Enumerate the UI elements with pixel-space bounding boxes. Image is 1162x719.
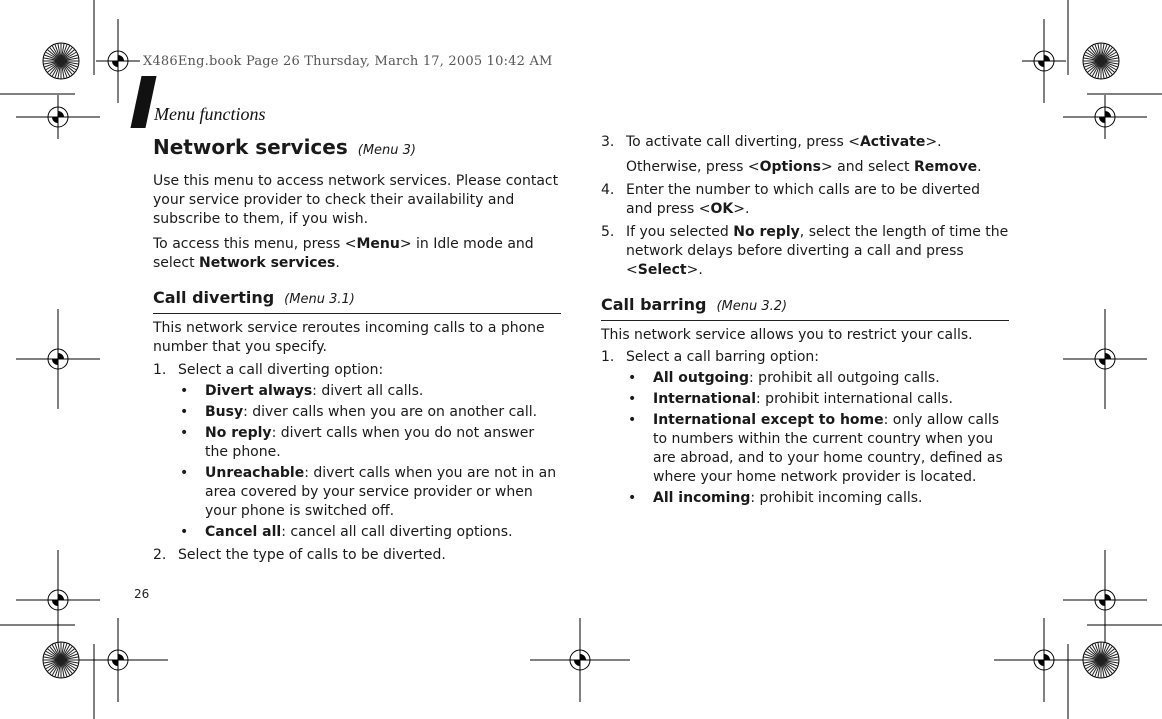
registration-mark-fill [1099, 594, 1111, 606]
barring-option: • All outgoing: prohibit all outgoing calls. [628, 370, 940, 386]
registration-mark-fill [1038, 654, 1050, 666]
diverting-step-1: 1. Select a call diverting option: [153, 362, 384, 378]
barring-intro: This network service allows you to restrict your calls. [601, 327, 973, 343]
diverting-step-4: 4. Enter the number to which calls are to be diverted and press <OK>. [601, 182, 981, 217]
barring-option: • All incoming: prohibit incoming calls. [628, 490, 923, 506]
barring-title: Call barring (Menu 3.2) [601, 294, 1009, 321]
diverting-option: • Unreachable: divert calls when you are not in an area covered by your service provider or when your phone is switched off. [180, 465, 557, 519]
diverting-title: Call diverting (Menu 3.1) [153, 287, 561, 314]
diverting-option: • Cancel all: cancel all call diverting options. [180, 524, 513, 540]
registration-mark-fill [112, 654, 124, 666]
diverting-step-2: 2. Select the type of calls to be diverted. [153, 547, 446, 563]
diverting-step-5: 5. If you selected No reply, select the length of time the network delays before diverting a call and press <Select>. [601, 224, 1009, 278]
registration-mark-fill [574, 654, 586, 666]
registration-mark-fill [52, 111, 64, 123]
slug-line: X486Eng.book Page 26 Thursday, March 17, 2005 10:42 AM [143, 54, 553, 69]
section-title-text: Network services [153, 135, 348, 159]
header-title: Menu functions [154, 104, 266, 124]
left-column [153, 133, 561, 565]
registration-mark-fill [52, 594, 64, 606]
diverting-intro: This network service reroutes incoming calls to a phone number that you specify. [153, 320, 545, 355]
page-number: 26 [134, 587, 150, 601]
diverting-option: • Busy: diver calls when you are on another call. [180, 404, 538, 420]
barring-step-1: 1. Select a call barring option: [601, 349, 819, 365]
diverting-option: • Divert always: divert all calls. [180, 383, 424, 399]
registration-mark-fill [1099, 353, 1111, 365]
registration-mark-fill [1038, 55, 1050, 67]
diverting-step-3: 3. To activate call diverting, press <Activate>. [601, 134, 942, 150]
registration-mark-fill [52, 353, 64, 365]
right-column [601, 133, 1009, 508]
section-title [153, 133, 561, 165]
registration-mark-fill [112, 55, 124, 67]
diverting-menu-ref: (Menu 3.1) [284, 292, 355, 307]
registration-mark-fill [1099, 111, 1111, 123]
section-menu-ref: (Menu 3) [357, 143, 417, 158]
barring-menu-ref: (Menu 3.2) [716, 299, 788, 314]
diverting-option: • No reply: divert calls when you do not answer the phone. [180, 425, 535, 460]
network-intro: Use this menu to access network services. Please contact your service provider to check their availability and subscribe to them, if you wish. [153, 173, 559, 227]
barring-option: • International: prohibit international calls. [628, 391, 953, 407]
network-access: To access this menu, press <Menu> in Idle mode and select Network services. [153, 236, 534, 271]
barring-option: • International except to home: only allow calls to numbers within the current country when you are abroad, and to your home country, defined as where your home network provider is located. [628, 412, 1003, 485]
diverting-step-3-otherwise: Otherwise, press <Options> and select Remove. [626, 159, 982, 175]
